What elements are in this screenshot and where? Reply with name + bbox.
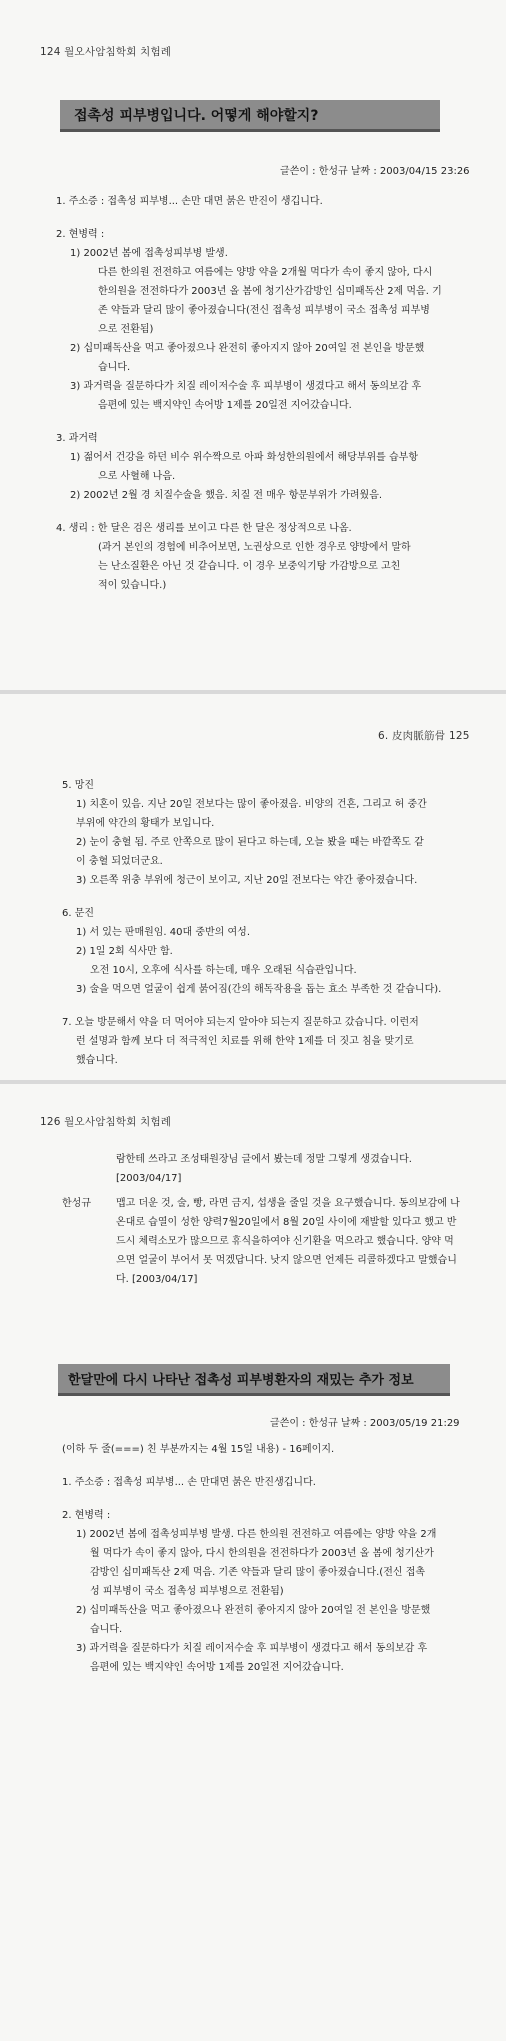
text-line: 이 충혈 되었더군요. — [76, 856, 163, 867]
text-line: 2) 1일 2회 식사만 함. — [76, 946, 173, 957]
text-line: 런 설명과 함께 보다 더 적극적인 치료를 위해 한약 1제를 더 짓고 침을 맞기로 — [76, 1036, 414, 1047]
article-title: 접촉성 피부병입니다. 어떻게 해야할지? — [60, 100, 440, 132]
spacer — [62, 1070, 462, 1080]
spacer — [56, 211, 456, 225]
text-line: 음편에 있는 백지약인 속어방 1제를 20일전 지어갔습니다. — [90, 1662, 344, 1673]
text-line: 는 난소질환은 아닌 것 같습니다. 이 경우 보중익기탕 가감방으로 고친 — [98, 561, 401, 572]
text-line: 2) 2002년 2월 경 치질수술을 했음. 치질 전 매우 항문부위가 가려웠음. — [70, 490, 383, 501]
text-line: 으로 전환됨) — [98, 324, 154, 335]
text-line: 2) 눈이 충혈 됨. 주로 안쪽으로 많이 된다고 하는데, 오늘 봤을 때는 바깥쪽도 같 — [76, 837, 424, 848]
article-body — [56, 192, 456, 595]
spacer — [62, 1459, 464, 1473]
text-line: 다른 한의원 전전하고 여름에는 양방 약을 2개월 먹다가 속이 좋지 않아, 다시 — [98, 267, 433, 278]
text-line: [2003/04/17] — [116, 1173, 182, 1184]
spacer — [62, 1492, 464, 1506]
text-line: 1) 서 있는 판매원임. 40대 중반의 여성. — [76, 927, 250, 938]
text-line: 7. 오늘 방문해서 약을 더 먹어야 되는지 알아야 되는지 질문하고 갔습니다. 이런저 — [62, 1017, 419, 1028]
page-125 — [0, 694, 506, 1080]
text-line: 습니다. — [90, 1624, 123, 1635]
reply-author: 한성규 — [62, 1198, 91, 1209]
text-line: 3. 과거력 — [56, 433, 98, 444]
text-line: 오전 10시, 오후에 식사를 하는데, 매우 오래된 식습관입니다. — [90, 965, 357, 976]
text-line: 감방인 십미패독산 2제 먹음. 기존 약들과 달리 많이 좋아졌습니다.(전신 접촉 — [90, 1567, 426, 1578]
text-line: 3) 술을 먹으면 얼굴이 쉽게 붉어짐(간의 해독작용을 돕는 효소 부족한 것 같습니다). — [76, 984, 442, 995]
article-body — [62, 776, 462, 1080]
text-line: (이하 두 줄(===) 친 부분까지는 4월 15일 내용) - 16페이지. — [62, 1444, 335, 1455]
article-title: 한달만에 다시 나타난 접촉성 피부병환자의 재밌는 추가 정보 — [58, 1364, 450, 1396]
text-line: 했습니다. — [76, 1055, 118, 1066]
text-line: 음편에 있는 백지약인 속어방 1제를 20일전 지어갔습니다. — [98, 400, 352, 411]
reply-text: 맵고 더운 것, 술, 빵, 라면 금지, 섭생을 줄일 것을 요구했습니다. 동의보감에 나온대로 습열이 성한 양력7월20일에서 8월 20일 사이에 재발할 있다고 했고 반드시 체력소모가 많으므로 휴식을하여야 신기환을 먹으라고 했습니다. 양약 먹으면 얼굴이 부어서 못 먹겠답니다. 낫지 않으면 언제든 리콜하겠다고 말했습니다. [2003/04/17] — [116, 1198, 460, 1285]
text-line: 적이 있습니다.) — [98, 580, 167, 591]
text-line: 3) 과거력을 질문하다가 치질 레이저수술 후 피부병이 생겼다고 해서 동의보감 후 — [70, 381, 422, 392]
text-line: 6. 문진 — [62, 908, 95, 919]
spacer — [62, 999, 462, 1013]
text-line: 2) 십미패독산을 먹고 좋아졌으나 완전히 좋아지지 않아 20여일 전 본인을 방문했 — [70, 343, 425, 354]
text-line: 습니다. — [98, 362, 131, 373]
text-line: 2) 십미패독산을 먹고 좋아졌으나 완전히 좋아지지 않아 20여일 전 본인을 방문했 — [76, 1605, 431, 1616]
text-line: 부위에 약간의 황태가 보입니다. — [76, 818, 215, 829]
reply — [62, 1194, 462, 1289]
text-line: 1. 주소증 : 접촉성 피부병... 손 만대면 붉은 반진생깁니다. — [62, 1477, 316, 1488]
text-line: 4. 생리 : 한 달은 검은 생리를 보이고 다른 한 달은 정상적으로 나옴. — [56, 523, 352, 534]
text-line: 람한테 쓰라고 조성태원장님 글에서 봤는데 정말 그렇게 생겼습니다. — [116, 1154, 412, 1165]
page-header: 126 월오사암침학회 치험례 — [40, 1116, 172, 1128]
author-date: 글쓴이 : 한성규 날짜 : 2003/05/19 21:29 — [270, 1418, 460, 1429]
text-line: 존 약들과 달리 많이 좋아졌습니다(전신 접촉성 피부병이 국소 접촉성 피부병 — [98, 305, 430, 316]
text-line: 2. 현병력 : — [62, 1510, 111, 1521]
text-line: 한의원을 전전하다가 2003년 올 봄에 청기산가감방인 십미패독산 2제 먹음. 기 — [98, 286, 442, 297]
text-line: 5. 망진 — [62, 780, 95, 791]
text-line: 1) 2002년 봄에 접촉성피부병 발생. — [70, 248, 228, 259]
text-line: 성 피부병이 국소 접촉성 피부병으로 전환됨) — [90, 1586, 284, 1597]
spacer — [56, 415, 456, 429]
text-line: 3) 오른쪽 위충 부위에 청근이 보이고, 지난 20일 전보다는 약간 좋아졌습니다. — [76, 875, 418, 886]
page-header: 124 월오사암침학회 치험례 — [40, 46, 172, 58]
text-line: 1) 젊어서 건강을 하던 비수 위수짝으로 아파 화성한의원에서 해당부위를 습부항 — [70, 452, 418, 463]
article-body — [62, 1440, 464, 1677]
page-124 — [0, 0, 506, 690]
spacer — [56, 505, 456, 519]
text-line: (과거 본인의 경험에 비추어보면, 노권상으로 인한 경우로 양방에서 말하 — [98, 542, 411, 553]
page-header: 6. 皮肉脈筋骨 125 — [378, 730, 470, 742]
text-line: 월 먹다가 속이 좋지 않아, 다시 한의원을 전전하다가 2003년 올 봄에 청기산가 — [90, 1548, 434, 1559]
text-line: 1. 주소증 : 접촉성 피부병... 손만 대면 붉은 반진이 생깁니다. — [56, 196, 323, 207]
text-line: 으로 사혈해 나음. — [98, 471, 176, 482]
text-line: 2. 현병력 : — [56, 229, 105, 240]
text-line: 3) 과거력을 질문하다가 치질 레이저수술 후 피부병이 생겼다고 해서 동의보감 후 — [76, 1643, 428, 1654]
spacer — [62, 890, 462, 904]
reply-continuation — [62, 1150, 462, 1289]
text-line: 1) 치혼이 있음. 지난 20일 전보다는 많이 좋아졌음. 비양의 건흔, 그리고 허 중간 — [76, 799, 427, 810]
page-126 — [0, 1084, 506, 2041]
author-date: 글쓴이 : 한성규 날짜 : 2003/04/15 23:26 — [280, 166, 470, 177]
text-line: 1) 2002년 봄에 접촉성피부병 발생. 다른 한의원 전전하고 여름에는 양방 약을 2개 — [76, 1529, 437, 1540]
